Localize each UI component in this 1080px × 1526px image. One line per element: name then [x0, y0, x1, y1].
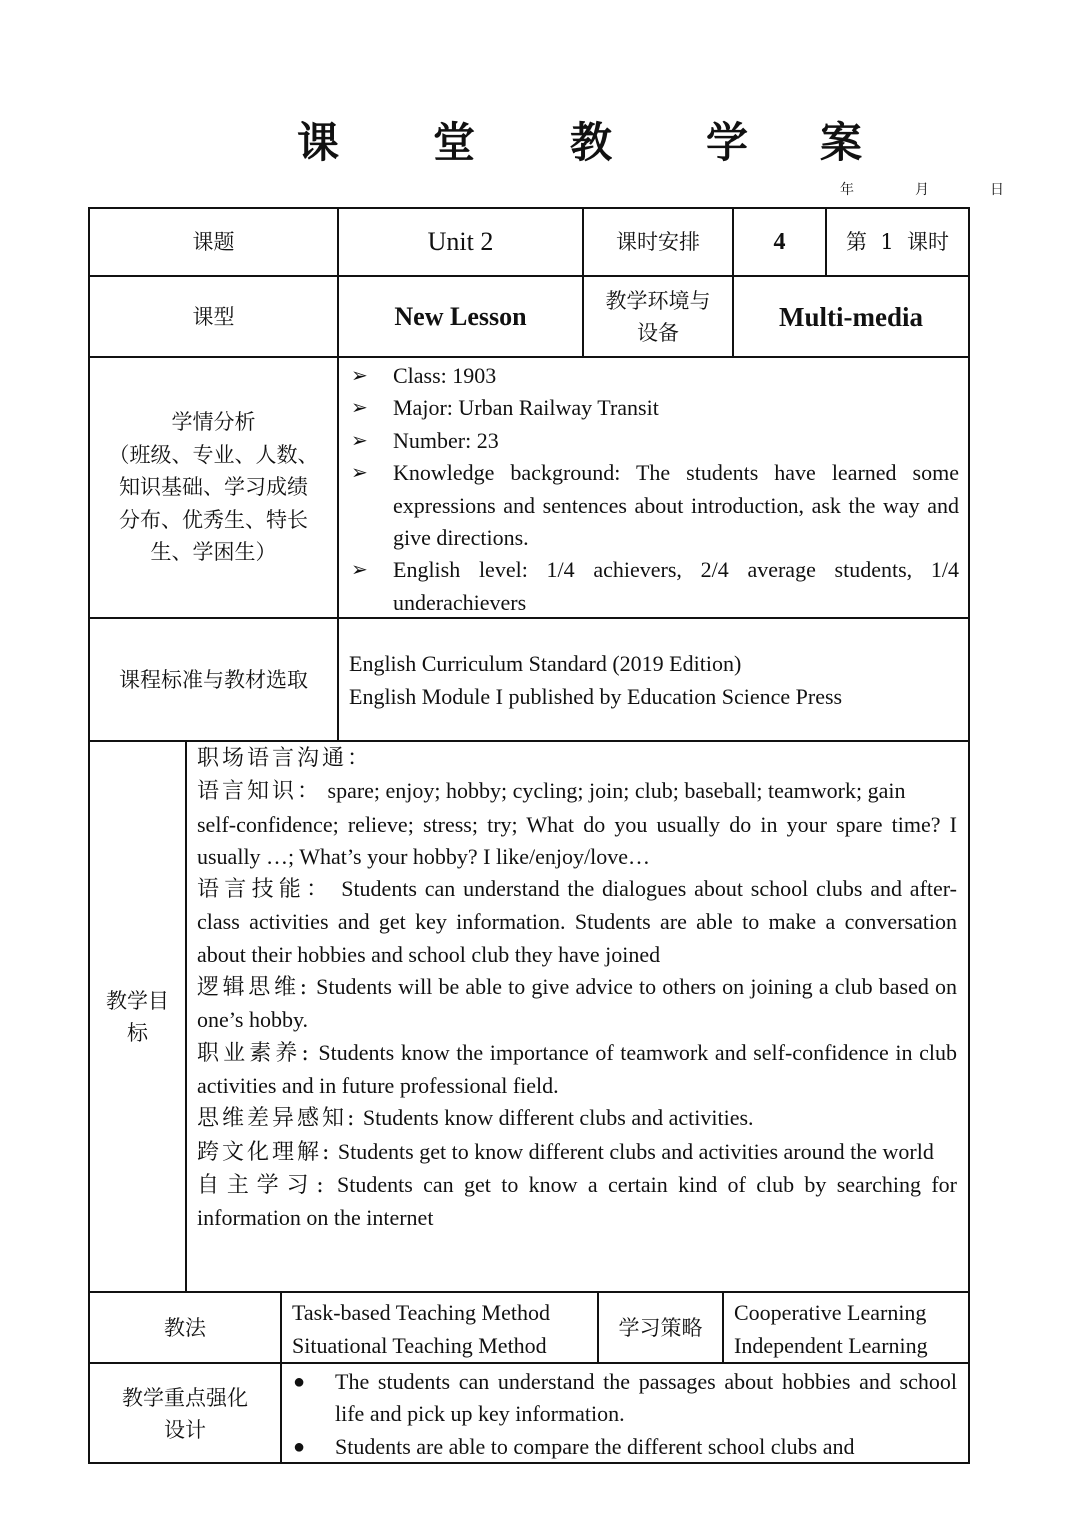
keypoints-label-line: 教学重点强化 — [122, 1385, 248, 1410]
hours-value: 4 — [773, 229, 786, 255]
objectives-heading: 职场语言沟通： — [197, 746, 373, 771]
list-item: ➢ Major: Urban Railway Transit — [351, 392, 959, 424]
topic-label: 课题 — [192, 230, 235, 254]
topic-value: Unit 2 — [427, 227, 494, 256]
arrow-bullet-icon: ➢ — [351, 462, 368, 485]
date-year: 年 — [840, 182, 854, 198]
objective-item: 职业素养: Students know the importance of teamwork and self-confidence in club activities and in future professional field. — [197, 1039, 957, 1098]
teaching-method: Situational Teaching Method — [292, 1332, 547, 1358]
objective-item: 语言知识： spare; enjoy; hobby; cycling; join; club; baseball; teamwork; gain — [197, 778, 906, 805]
table-rule — [280, 1291, 282, 1463]
list-item: ➢ English level: 1/4 achievers, 2/4 average students, 1/4 underachievers — [351, 554, 959, 619]
learning-strategy: Independent Learning — [734, 1332, 928, 1358]
analysis-list — [351, 360, 959, 619]
table-rule — [185, 740, 187, 1292]
title-char: 课 — [297, 118, 340, 167]
objective-item: 逻辑思维: Students will be able to give advice to others on joining a club based on one’s hobby. — [197, 974, 957, 1033]
objectives-label-line: 教学目 — [106, 988, 169, 1013]
teaching-methods — [292, 1297, 592, 1362]
table-rule — [722, 1291, 724, 1363]
objective-item: 思维差异感知: Students know different clubs and activities. — [197, 1105, 754, 1132]
list-item: ● Students are able to compare the different school clubs and — [293, 1431, 957, 1462]
title-char: 学 — [706, 118, 749, 167]
environment-label — [584, 277, 732, 356]
analysis-label-line: 分布、优秀生、特长 — [119, 507, 308, 532]
methods-label: 教法 — [164, 1315, 206, 1340]
keypoints-label-line: 设计 — [164, 1417, 206, 1442]
objectives-label — [90, 742, 185, 1291]
analysis-label-line: 生、学困生） — [150, 540, 277, 565]
standard-text — [349, 648, 961, 713]
strategy-label: 学习策略 — [618, 1315, 703, 1340]
objective-item: 语言技能： Students can understand the dialogues about school clubs and after-class activities and get key information. Students are able to make a conversation about their hobbies and school club they have joined — [197, 876, 957, 967]
arrow-bullet-icon: ➢ — [351, 365, 368, 387]
list-item: ➢ Number: 23 — [351, 425, 959, 457]
title-char: 教 — [570, 118, 613, 167]
arrow-bullet-icon: ➢ — [351, 429, 368, 452]
standard-label: 课程标准与教材选取 — [119, 667, 308, 692]
environment-value: Multi-media — [779, 301, 923, 332]
analysis-label-line: 知识基础、学习成绩 — [119, 475, 308, 500]
keypoints-label — [90, 1364, 280, 1463]
period-value: 第 1 课时 — [845, 230, 950, 254]
type-value: New Lesson — [394, 301, 527, 331]
teaching-method: Task-based Teaching Method — [292, 1300, 550, 1325]
date-day: 日 — [990, 182, 1004, 198]
objective-item: self-confidence; relieve; stress; try; What do you usually do in your spare time? I usually …; What’s your hobby? I like/enjoy/love… — [197, 811, 957, 869]
arrow-bullet-icon: ➢ — [351, 559, 368, 582]
objectives-label-line: 标 — [127, 1020, 148, 1045]
analysis-label-line: 学情分析 — [171, 410, 256, 435]
learning-strategy: Cooperative Learning — [734, 1300, 927, 1325]
dot-bullet-icon: ● — [293, 1371, 306, 1393]
objective-item: 跨文化理解: Students get to know different clubs and activities around the world — [197, 1138, 934, 1165]
arrow-bullet-icon: ➢ — [351, 397, 368, 420]
analysis-label-line: （班级、专业、人数、 — [108, 442, 319, 467]
list-item: ➢ Knowledge background: The students have learned some expressions and sentences about introduction, ask the way and give directions. — [351, 457, 959, 554]
standard-line: English Curriculum Standard (2019 Edition) — [349, 651, 742, 676]
title-char: 堂 — [433, 118, 476, 167]
standard-line: English Module I published by Education Science Press — [349, 683, 843, 709]
title-char: 案 — [820, 118, 863, 167]
document-title — [0, 115, 1080, 175]
environment-label-line: 设备 — [637, 320, 679, 345]
type-label: 课型 — [192, 304, 235, 329]
objectives-text — [197, 742, 957, 1234]
objective-item: 自主学习: Students can get to know a certain kind of club by searching for information on the internet — [197, 1171, 957, 1231]
list-item: ● The students can understand the passages about hobbies and school life and pick up key information. — [293, 1366, 957, 1431]
keypoints-list — [293, 1366, 957, 1462]
date-month: 月 — [915, 182, 929, 198]
list-item: ➢ Class: 1903 — [351, 360, 959, 392]
dot-bullet-icon: ● — [293, 1435, 306, 1458]
learning-strategies — [734, 1297, 966, 1362]
analysis-label — [90, 358, 337, 617]
hours-label: 课时安排 — [616, 230, 700, 254]
environment-label-line: 教学环境与 — [605, 288, 711, 313]
